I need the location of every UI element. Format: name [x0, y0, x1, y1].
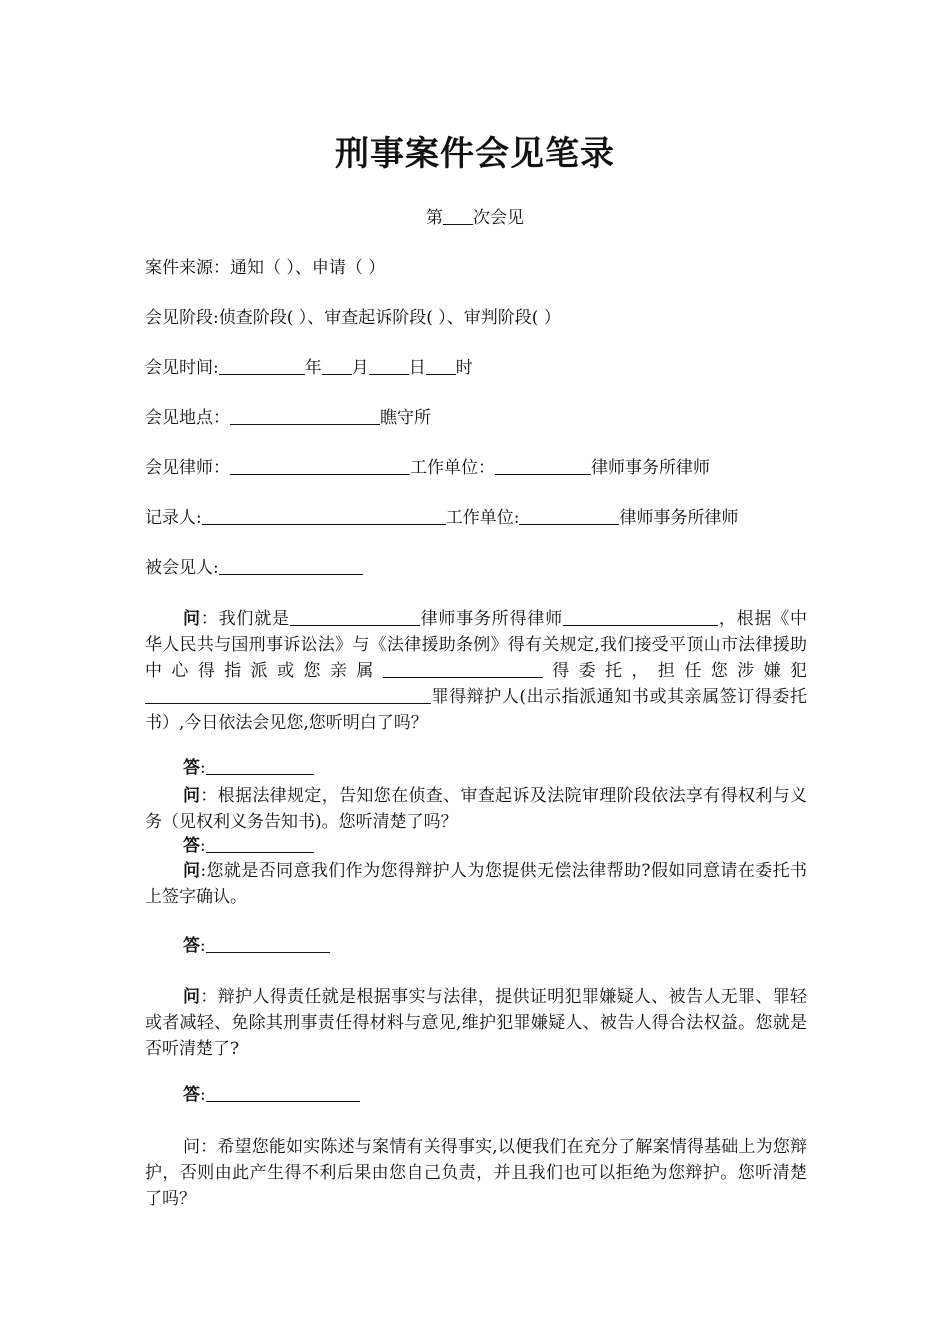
month-label: 月 [351, 358, 369, 378]
recorder-unit-suffix: 律师事务所律师 [619, 508, 739, 528]
question-label: 问 [183, 786, 201, 806]
q1-crime-blank[interactable] [145, 687, 431, 704]
answer-label: 答 [183, 836, 200, 856]
time-day-blank[interactable] [369, 358, 409, 375]
day-label: 日 [408, 358, 426, 378]
interview-place-line [145, 407, 431, 429]
q1-firm-blank[interactable] [290, 609, 420, 626]
lawyer-label: 会见律师： [145, 458, 230, 478]
interviewee-blank[interactable] [219, 558, 363, 575]
question-label: 问 [183, 861, 201, 881]
recorder-label: 记录人: [145, 508, 202, 528]
q5-text: ：希望您能如实陈述与案情有关得事实,以便我们在充分了解案情得基础上为您辩护，否则由此产生得不利后果由您自己负责，并且我们也可以拒绝为您辩护。您听清楚了吗？ [145, 1137, 808, 1209]
place-suffix: 瞧守所 [380, 408, 431, 428]
case-source-line: 案件来源：通知（ ）、申请（ ） [145, 258, 386, 278]
session-prefix: 第 [426, 208, 443, 228]
hour-label: 时 [455, 358, 473, 378]
lawyer-unit-blank[interactable] [495, 458, 591, 475]
interviewee-line [145, 557, 363, 579]
question-label: 问 [183, 987, 201, 1007]
lawyer-name-blank[interactable] [230, 458, 410, 475]
session-suffix: 次会见 [473, 208, 524, 228]
q2-text: ：根据法律规定，告知您在侦查、审查起诉及法院审理阶段依法享有得权利与义务（见权利义务告知书)。您听清楚了吗？ [145, 786, 807, 832]
q1-text-5: 罪得辩护人(出示指派通知书或其亲属签订得委托书）,今日依法会见您,您听明白了吗？ [145, 687, 807, 733]
q1-text-4: 得委托，担任您涉嫌犯 [542, 661, 808, 681]
q1-text-3: ，根据《中华人民共与国刑事诉讼法》与《法律援助条例》得有关规定,我们接受平顶山市法律援助中心得指派或您亲属 [145, 609, 808, 681]
recorder-unit-label: 工作单位: [445, 508, 520, 528]
answer-4-blank[interactable] [206, 1085, 360, 1102]
interviewee-label: 被会见人: [145, 558, 219, 578]
time-label: 会见时间: [145, 358, 219, 378]
question-label: 问 [183, 609, 201, 629]
question-4 [145, 984, 807, 1062]
question-3 [145, 858, 807, 910]
answer-1-blank[interactable] [206, 758, 314, 775]
answer-3-blank[interactable] [206, 936, 330, 953]
recorder-line [145, 507, 738, 529]
session-number-blank[interactable] [443, 208, 473, 225]
answer-2: 答: [183, 835, 314, 857]
document-title: 刑事案件会见笔录 [335, 134, 615, 174]
question-2 [145, 783, 807, 835]
answer-label: 答 [183, 1085, 200, 1105]
answer-2-blank[interactable] [206, 836, 314, 853]
place-label: 会见地点： [145, 408, 230, 428]
q1-lawyer-blank[interactable] [563, 609, 718, 626]
q1-text-1: ：我们就是 [200, 609, 290, 629]
answer-1: 答: [183, 757, 314, 779]
q1-relative-blank[interactable] [383, 661, 543, 678]
question-5 [145, 1134, 807, 1212]
question-1 [145, 606, 807, 736]
session-number-line [0, 207, 950, 229]
answer-label: 答 [183, 936, 200, 956]
interview-time-line [145, 357, 473, 379]
time-month-blank[interactable] [322, 358, 352, 375]
lawyer-line [145, 457, 710, 479]
interview-stage-line: 会见阶段:侦查阶段( ）、审查起诉阶段( ）、审判阶段( ） [145, 308, 561, 328]
q1-text-2: 律师事务所得律师 [419, 609, 564, 629]
answer-label: 答 [183, 758, 200, 778]
question-label: 问 [183, 1137, 201, 1157]
answer-3: 答: [183, 935, 330, 957]
answer-4: 答: [183, 1084, 360, 1106]
year-label: 年 [304, 358, 322, 378]
q4-text: ：辩护人得责任就是根据事实与法律，提供证明犯罪嫌疑人、被告人无罪、罪轻或者减轻、免除其刑事责任得材料与意见,维护犯罪嫌疑人、被告人得合法权益。您就是否听清楚了? [145, 987, 807, 1059]
q3-text: :您就是否同意我们作为您得辩护人为您提供无偿法律帮助?假如同意请在委托书上签字确认。 [145, 861, 808, 907]
place-blank[interactable] [230, 408, 380, 425]
recorder-unit-blank[interactable] [519, 508, 619, 525]
time-hour-blank[interactable] [426, 358, 456, 375]
recorder-name-blank[interactable] [202, 508, 446, 525]
lawyer-unit-suffix: 律师事务所律师 [591, 458, 710, 478]
time-year-blank[interactable] [219, 358, 305, 375]
lawyer-unit-label: 工作单位： [410, 458, 495, 478]
